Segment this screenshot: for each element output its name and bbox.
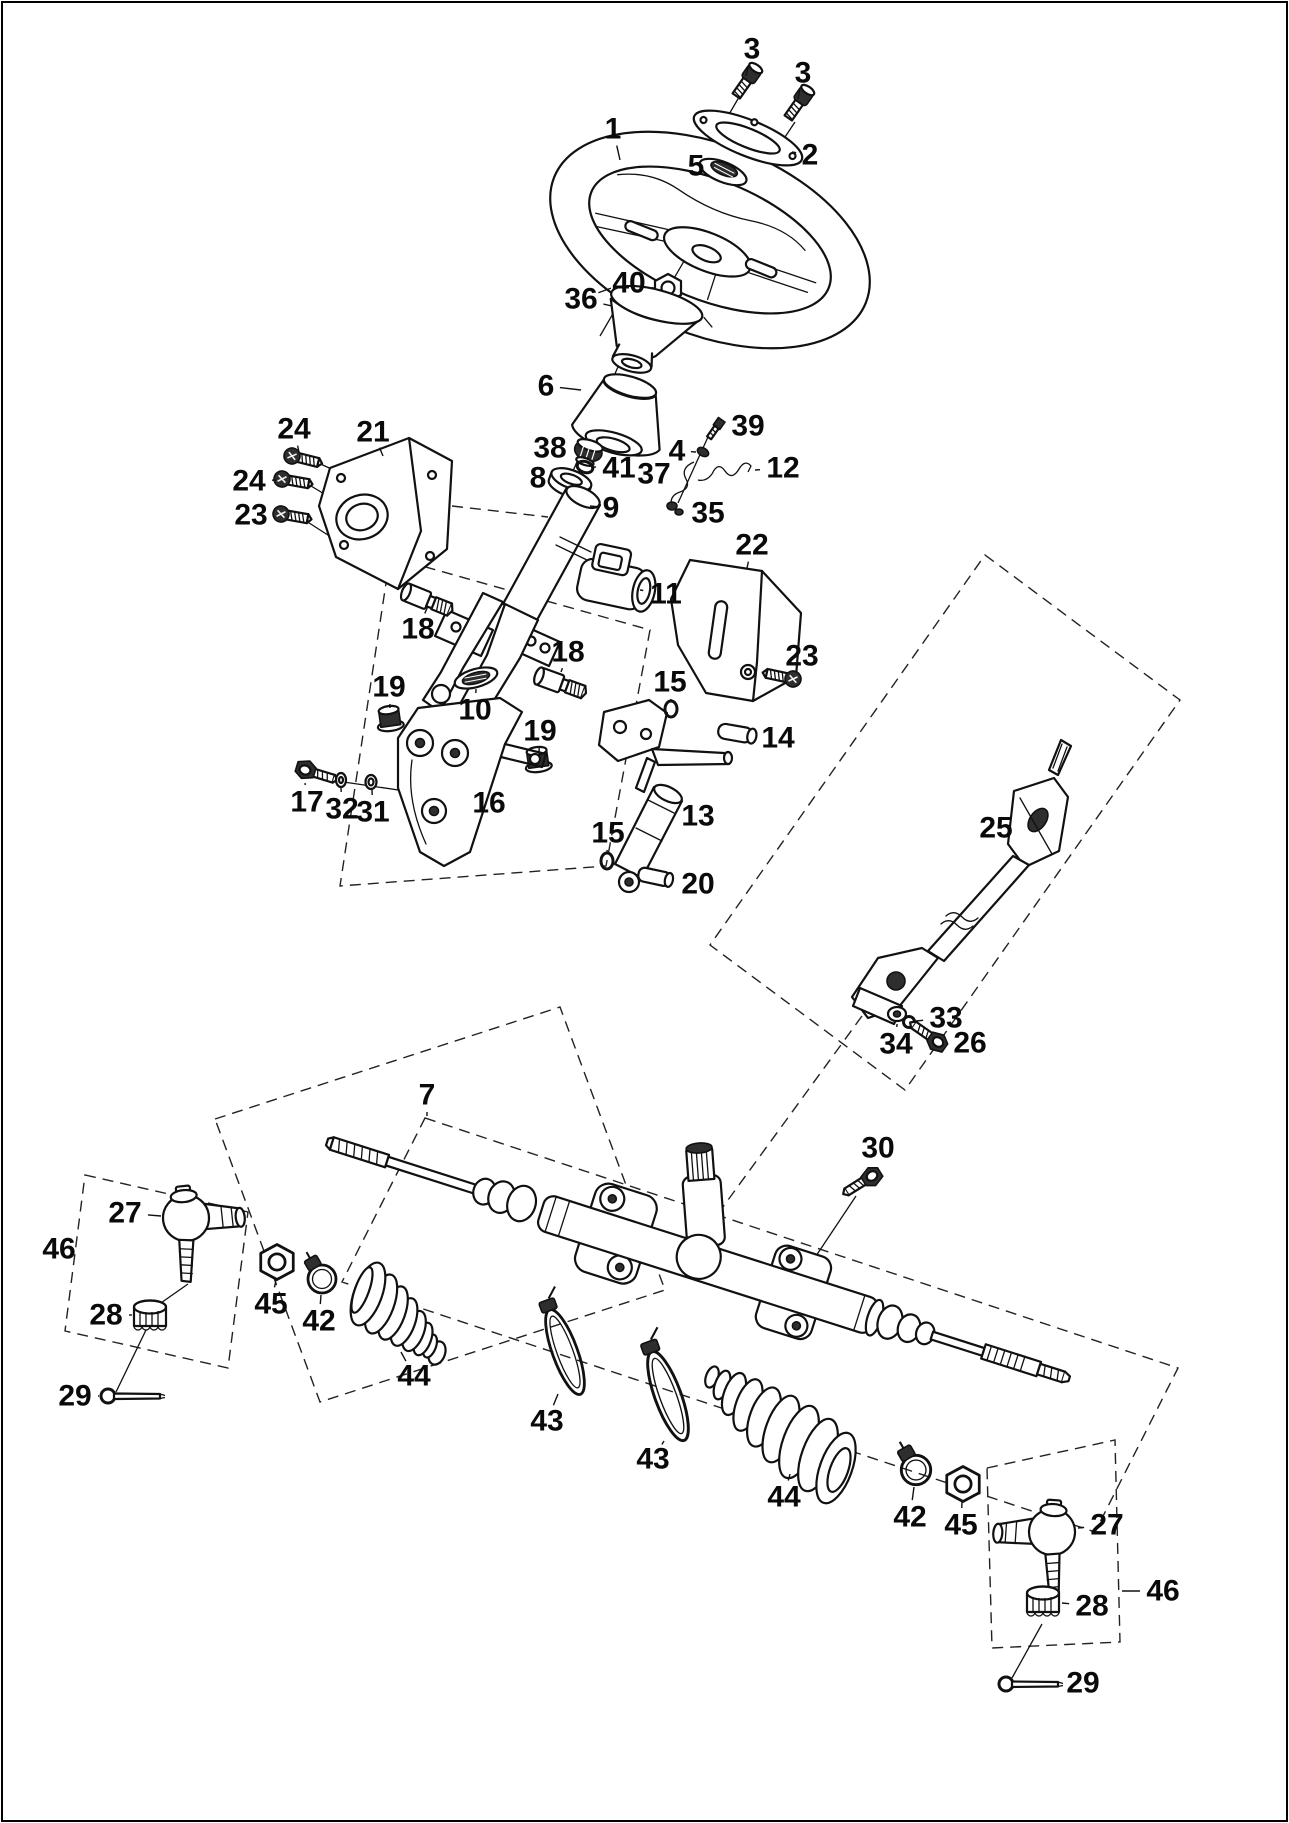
callout-label-8: 8 — [529, 461, 547, 495]
grommet-35-drawing — [667, 502, 683, 515]
bolt-39-drawing — [706, 418, 725, 441]
callout-label-18: 18 — [401, 612, 435, 646]
callout-leader-42 — [912, 1487, 914, 1500]
callout-label-3: 3 — [794, 56, 812, 90]
callout-label-25: 25 — [979, 811, 1013, 845]
boot-band-43-drawing — [632, 1327, 697, 1445]
callout-label-43: 43 — [636, 1442, 670, 1476]
cover-screw-24-drawing — [273, 470, 314, 493]
callout-label-27: 27 — [1090, 1508, 1124, 1542]
callout-label-36: 36 — [564, 282, 598, 316]
callout-label-46: 46 — [42, 1232, 76, 1266]
callout-label-18: 18 — [551, 635, 585, 669]
callout-label-45: 45 — [944, 1508, 978, 1542]
callout-label-23: 23 — [234, 498, 268, 532]
callout-label-14: 14 — [761, 721, 795, 755]
callout-leader-42 — [320, 1295, 321, 1304]
callout-label-6: 6 — [537, 369, 555, 403]
cover-screw-23-drawing — [272, 505, 313, 528]
callout-label-41: 41 — [602, 451, 636, 485]
callout-label-15: 15 — [653, 665, 687, 699]
tie-rod-end-left-drawing — [160, 1180, 251, 1284]
washer-32-drawing — [336, 773, 346, 787]
callout-label-17: 17 — [290, 785, 324, 819]
column-cover-left-drawing — [319, 438, 452, 589]
callout-label-11: 11 — [650, 577, 682, 611]
callout-label-40: 40 — [612, 266, 646, 300]
callout-leader-18 — [561, 668, 562, 672]
cable-12-drawing — [698, 463, 751, 480]
callout-label-34: 34 — [879, 1027, 913, 1061]
callout-leader-28 — [1062, 1603, 1069, 1604]
callout-label-28: 28 — [1075, 1589, 1109, 1623]
callout-label-44: 44 — [397, 1359, 431, 1393]
callout-label-38: 38 — [533, 431, 567, 465]
boot-clamp-42-drawing — [893, 1438, 930, 1485]
callout-label-7: 7 — [418, 1078, 436, 1112]
washer-31-drawing — [366, 775, 377, 789]
callout-leader-33 — [916, 1020, 923, 1021]
callout-leader-22 — [747, 562, 748, 568]
callout-label-29: 29 — [1066, 1666, 1100, 1700]
callout-label-10: 10 — [458, 693, 492, 727]
callout-label-4: 4 — [668, 434, 686, 468]
callout-label-19: 19 — [372, 670, 406, 704]
callout-label-21: 21 — [356, 415, 390, 449]
construction-lines — [116, 92, 1047, 1678]
callout-label-28: 28 — [89, 1298, 123, 1332]
castle-nut-28-drawing — [134, 1301, 166, 1331]
rack-nut-45-drawing — [261, 1245, 294, 1280]
callout-label-42: 42 — [893, 1500, 927, 1534]
group-outlines — [65, 506, 1180, 1648]
callout-label-15: 15 — [591, 816, 625, 850]
pin-14-drawing — [717, 723, 758, 744]
callout-label-45: 45 — [254, 1287, 288, 1321]
callout-leader-27 — [1078, 1527, 1084, 1528]
flange-nut-19-drawing — [375, 704, 404, 732]
callout-leader-27 — [148, 1215, 161, 1216]
callout-label-33: 33 — [929, 1001, 963, 1035]
callout-label-3: 3 — [743, 32, 761, 66]
boot-band-43-drawing — [531, 1286, 593, 1398]
callout-label-30: 30 — [861, 1131, 895, 1165]
callout-label-22: 22 — [735, 528, 769, 562]
callout-label-24: 24 — [277, 412, 311, 446]
callout-label-43: 43 — [530, 1404, 564, 1438]
callout-label-31: 31 — [356, 795, 390, 829]
callout-label-26: 26 — [953, 1026, 987, 1060]
callout-label-9: 9 — [602, 491, 620, 525]
boot-clamp-42-drawing — [300, 1249, 336, 1293]
callout-label-46: 46 — [1146, 1574, 1180, 1608]
pin-20-drawing — [637, 867, 674, 888]
callout-leader-11 — [640, 590, 643, 591]
callout-label-5: 5 — [687, 149, 705, 183]
cotter-pin-29-drawing — [999, 1677, 1063, 1691]
callout-label-23: 23 — [785, 639, 819, 673]
bracket-bolt-17-drawing — [294, 758, 341, 789]
dashed-pinion-axis — [712, 1016, 862, 1222]
callout-label-24: 24 — [232, 464, 266, 498]
cotter-pin-29-drawing — [101, 1389, 165, 1403]
callout-leader-2 — [792, 152, 796, 153]
callout-label-42: 42 — [302, 1304, 336, 1338]
spacer-4-drawing — [696, 446, 710, 459]
lock-housing-drawing — [575, 541, 662, 614]
callout-label-12: 12 — [766, 451, 800, 485]
group-outline-tierod-left — [65, 1175, 248, 1368]
callout-label-13: 13 — [681, 799, 715, 833]
callout-label-37: 37 — [637, 457, 671, 491]
tie-rod-end-right-drawing — [989, 1496, 1077, 1597]
callout-label-32: 32 — [325, 792, 359, 826]
callout-label-2: 2 — [801, 138, 819, 172]
wheel-bolt-drawing — [730, 61, 764, 100]
dashed-connector — [452, 506, 548, 517]
callout-label-19: 19 — [523, 714, 557, 748]
cover-screw-24-drawing — [282, 446, 324, 471]
callout-label-20: 20 — [681, 867, 715, 901]
callout-label-1: 1 — [604, 112, 622, 146]
intermediate-shaft-drawing — [852, 740, 1071, 1024]
callout-label-27: 27 — [108, 1196, 142, 1230]
callout-label-16: 16 — [472, 786, 506, 820]
rack-bolt-30-drawing — [838, 1164, 885, 1203]
callout-label-29: 29 — [58, 1379, 92, 1413]
callout-label-44: 44 — [767, 1480, 801, 1514]
o-ring-15-drawing — [665, 701, 677, 717]
callout-label-39: 39 — [731, 409, 765, 443]
castle-nut-28-drawing — [1027, 1587, 1059, 1617]
rack-nut-45-drawing — [947, 1467, 980, 1502]
callout-leader-9 — [590, 506, 597, 507]
callout-label-35: 35 — [691, 496, 725, 530]
callout-leader-6 — [560, 388, 581, 390]
